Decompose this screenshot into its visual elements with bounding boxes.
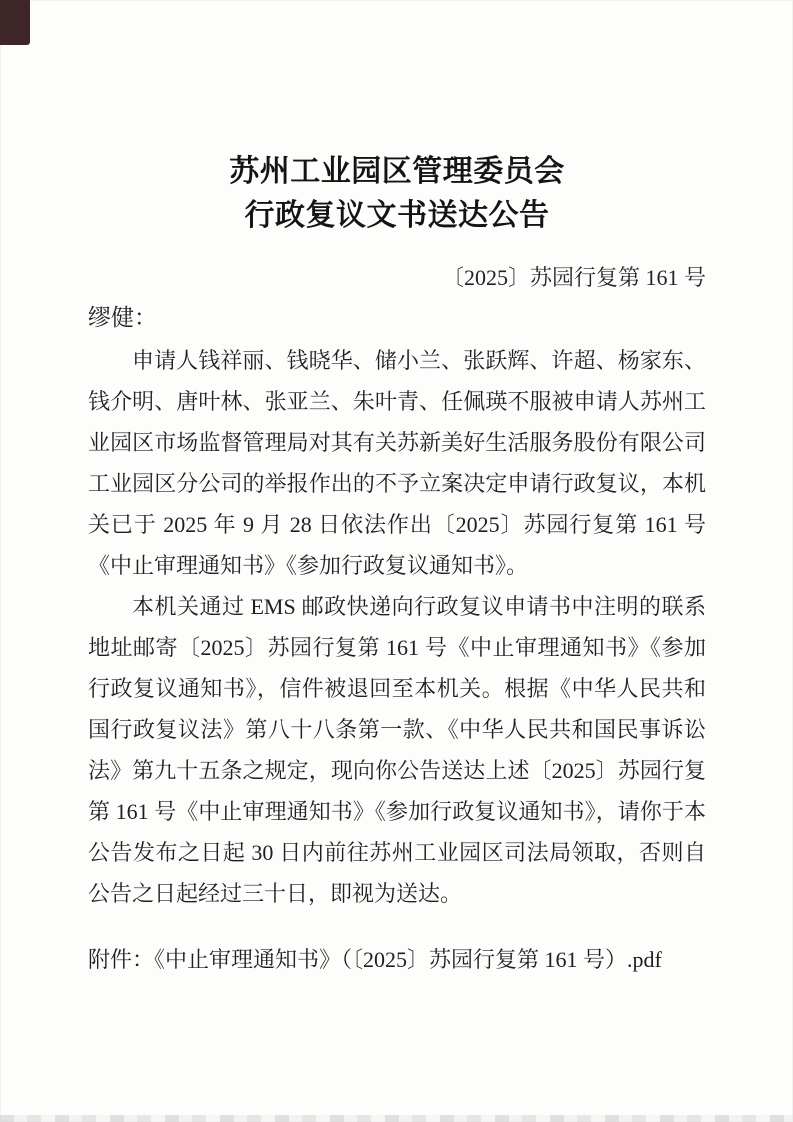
scan-edge-artifact xyxy=(0,1115,793,1122)
document-title-line2: 行政复议文书送达公告 xyxy=(244,199,550,232)
document-number: 〔2025〕苏园行复第 161 号 xyxy=(441,265,706,290)
document-title xyxy=(88,150,706,238)
scan-corner-artifact xyxy=(0,0,30,45)
document-content xyxy=(0,150,793,978)
document-title-line1: 苏州工业园区管理委员会 xyxy=(229,155,565,188)
addressee: 缪健： xyxy=(88,305,157,330)
attachment-line: 附件：《中止审理通知书》（〔2025〕苏园行复第 161 号）.pdf xyxy=(88,947,662,972)
body-paragraph-1: 申请人钱祥丽、钱晓华、储小兰、张跃辉、许超、杨家东、钱介明、唐叶林、张亚兰、朱叶青、任佩瑛不服被申请人苏州工业园区市场监督管理局对其有关苏新美好生活服务股份有限公司工业园区分公司的举报作出的不予立案决定申请行政复议，本机关已于 2025 年 9 月 28 日依法作出〔2025〕苏园行复第 161 号《中止审理通知书》《参加行政复议通知书》。 xyxy=(88,348,706,578)
body-paragraph-2: 本机关通过 EMS 邮政快递向行政复议申请书中注明的联系地址邮寄〔2025〕苏园行复第 161 号《中止审理通知书》《参加行政复议通知书》，信件被退回至本机关。根据《中华人民共和国行政复议法》第八十八条第一款、《中华人民共和国民事诉讼法》第九十五条之规定，现向你公告送达上述〔2025〕苏园行复第 161 号《中止审理通知书》《参加行政复议通知书》，请你于本公告发布之日起 30 日内前往苏州工业园区司法局领取，否则自公告之日起经过三十日，即视为送达。 xyxy=(88,594,706,906)
